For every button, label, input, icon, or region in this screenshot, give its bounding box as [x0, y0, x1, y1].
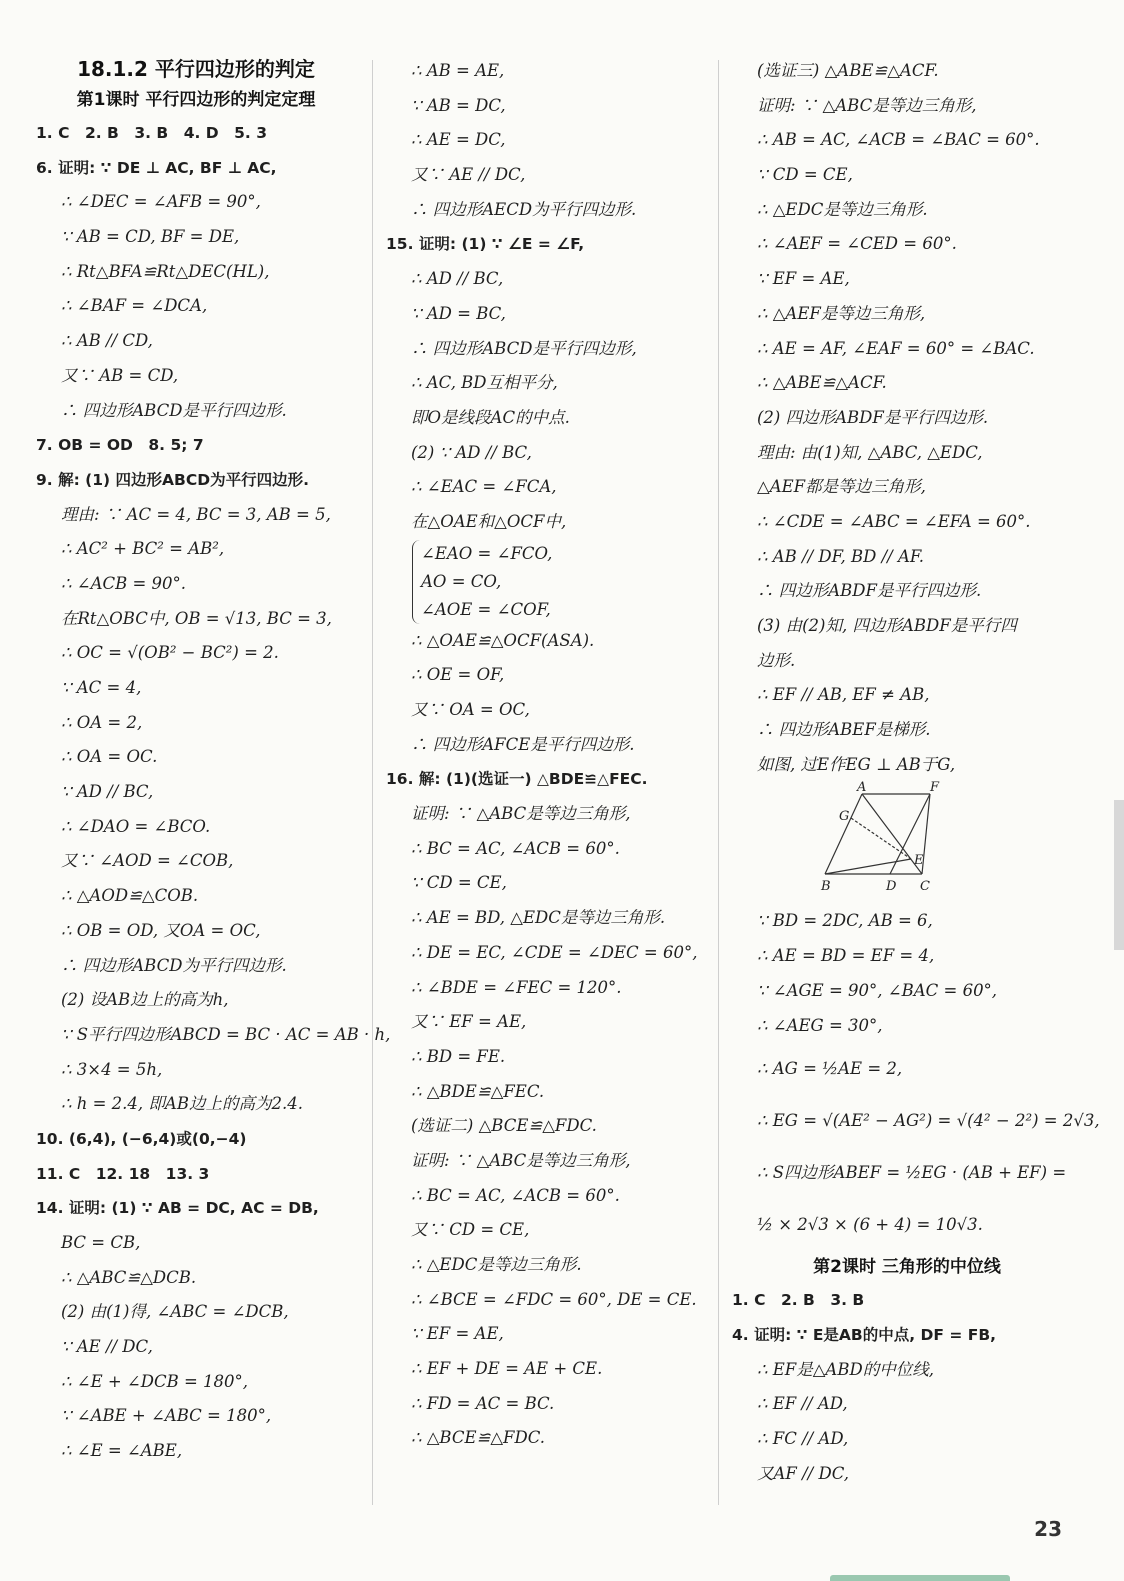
answer-line: ∴ ∠CDE = ∠ABC = ∠EFA = 60°.: [757, 511, 1031, 531]
answer-line: ∴ △ABC≌△DCB.: [61, 1267, 197, 1287]
answer-line: ∴ 四边形ABCD是平行四边形,: [411, 338, 637, 358]
answer-line: (2) ∵ AD // BC,: [411, 442, 532, 462]
answer-line: ∴ AE = BD = EF = 4,: [757, 946, 935, 966]
answer-line: ∴ ∠DAO = ∠BCO.: [61, 816, 211, 836]
answer-line: ∴ OC = √(OB² − BC²) = 2.: [61, 643, 279, 663]
answer-line: ∴ ∠ACB = 90°.: [61, 573, 187, 593]
answer-line: ∴ OA = OC.: [61, 747, 158, 767]
answer-line: 理由: 由(1)知, △ABC, △EDC,: [757, 442, 983, 462]
answer-line: ∵ ∠ABE + ∠ABC = 180°,: [61, 1406, 272, 1426]
answer-line: ∴ ∠BAF = ∠DCA,: [61, 296, 208, 316]
answer-line: 证明: ∵ △ABC是等边三角形,: [757, 95, 977, 115]
answer-line: ∴ OE = OF,: [411, 665, 505, 685]
answer-line: ∴ ∠AEG = 30°,: [757, 1015, 883, 1035]
answer-line: (选证三) △ABE≌△ACF.: [757, 61, 939, 80]
answer-line: ∴ BC = AC, ∠ACB = 60°.: [411, 838, 620, 858]
answer-line: ∴ ∠EAC = ∠FCA,: [411, 477, 557, 497]
answer-line: ∵ CD = CE,: [757, 165, 853, 185]
answer-line: ∴ △ABE≌△ACF.: [757, 373, 887, 393]
answer-line: BC = CB,: [61, 1233, 141, 1252]
bottom-accent-bar: [830, 1575, 1010, 1581]
answer-line: ∴ FC // AD,: [757, 1428, 849, 1448]
answer-line: ∴ S四边形ABEF = ½EG · (AB + EF) =: [757, 1163, 1067, 1183]
answer-line: 证明: ∵ △ABC是等边三角形,: [411, 804, 631, 824]
answer-line: ∵ BD = 2DC, AB = 6,: [757, 911, 933, 931]
answer-line: 又∵ EF = AE,: [411, 1012, 527, 1032]
answer-line: ∴ AC, BD互相平分,: [411, 373, 558, 393]
answer-line: ∴ DE = EC, ∠CDE = ∠DEC = 60°,: [411, 942, 698, 962]
answer-line: ∵ AB = DC,: [411, 95, 506, 115]
answer-line: ∴ ∠BDE = ∠FEC = 120°.: [411, 977, 622, 997]
answer-line: ∴ AD // BC,: [411, 269, 504, 289]
answer-line: 即O是线段AC的中点.: [411, 407, 570, 427]
equation-line: AO = CO,: [421, 571, 502, 591]
answer-line: 在△OAE和△OCF中,: [411, 511, 567, 531]
answer-line: ∴ 四边形AFCE是平行四边形.: [411, 734, 635, 754]
answer-line: 7. OB = OD 8. 5; 7: [36, 436, 204, 455]
answer-line: 又∵ CD = CE,: [411, 1220, 530, 1240]
answer-line: (3) 由(2)知, 四边形ABDF是平行四: [757, 616, 1017, 635]
label-f: F: [930, 780, 940, 796]
answer-line: 边形.: [757, 650, 796, 670]
answer-line: ∴ AB = AE,: [411, 61, 505, 80]
answer-line: ∴ EF // AD,: [757, 1394, 848, 1414]
answer-line: 14. 证明: (1) ∵ AB = DC, AC = DB,: [36, 1199, 319, 1218]
answer-line: 6. 证明: ∵ DE ⊥ AC, BF ⊥ AC,: [36, 158, 277, 177]
answer-line: 10. (6,4), (−6,4)或(0,−4): [36, 1129, 247, 1148]
answer-line: ∴ AE = BD, △EDC是等边三角形.: [411, 908, 666, 928]
answer-line: ∴ EG = √(AE² − AG²) = √(4² − 2²) = 2√3,: [757, 1111, 1100, 1131]
answer-line: ∴ 四边形ABCD为平行四边形.: [61, 955, 287, 975]
label-g: G: [839, 809, 850, 825]
answer-line: ∴ △BDE≌△FEC.: [411, 1081, 545, 1101]
answer-line: ∵ AB = CD, BF = DE,: [61, 227, 240, 247]
answer-line: ∴ ∠E + ∠DCB = 180°,: [61, 1371, 249, 1391]
answer-line: 16. 解: (1)(选证一) △BDE≌△FEC.: [386, 770, 648, 789]
answer-line: ∴ AG = ½AE = 2,: [757, 1059, 903, 1079]
answer-line: ∴ AB = AC, ∠ACB = ∠BAC = 60°.: [757, 130, 1040, 150]
answer-line: ∵ CD = CE,: [411, 873, 507, 893]
answer-line: ∴ AB // DF, BD // AF.: [757, 546, 924, 566]
answer-line: ∴ 3×4 = 5h,: [61, 1059, 163, 1079]
page-number: 23: [1034, 1517, 1062, 1541]
answer-line: ∴ OB = OD, 又OA = OC,: [61, 920, 261, 940]
answer-line: ∴ △EDC是等边三角形.: [757, 199, 928, 219]
column-3: [732, 54, 1100, 1491]
answer-line: (选证二) △BCE≌△FDC.: [411, 1116, 597, 1136]
answer-line: ½ × 2√3 × (6 + 4) = 10√3.: [757, 1215, 983, 1235]
lesson-title: 第1课时 平行四边形的判定定理: [76, 90, 316, 110]
answer-line: ∵ EF = AE,: [411, 1324, 504, 1344]
equation-line: ∠EAO = ∠FCO,: [421, 543, 553, 563]
answer-line: (2) 四边形ABDF是平行四边形.: [757, 407, 989, 427]
answer-line: ∴ EF // AB, EF ≠ AB,: [757, 685, 930, 705]
answer-line: 理由: ∵ AC = 4, BC = 3, AB = 5,: [61, 504, 331, 524]
answer-line: ∵ S平行四边形ABCD = BC · AC = AB · h,: [61, 1024, 391, 1044]
answer-line: ∴ ∠BCE = ∠FDC = 60°, DE = CE.: [411, 1289, 697, 1309]
answer-line: ∵ AC = 4,: [61, 678, 142, 697]
answer-line: ∴ AB // CD,: [61, 331, 153, 351]
answer-line: ∴ 四边形ABCD是平行四边形.: [61, 400, 287, 420]
answer-line: 证明: ∵ △ABC是等边三角形,: [411, 1150, 631, 1170]
page-edge-tab: [1114, 800, 1124, 950]
lesson-title-2: 第2课时 三角形的中位线: [813, 1257, 1001, 1278]
answer-line: ∴ ∠E = ∠ABE,: [61, 1441, 183, 1461]
answer-line: ∴ ∠AEF = ∠CED = 60°.: [757, 234, 957, 254]
equation-line: ∠AOE = ∠COF,: [421, 599, 551, 619]
answer-line: ∴ △AOD≌△COB.: [61, 886, 199, 906]
answer-line: ∵ AD = BC,: [411, 303, 506, 323]
answer-line: 又∵ AE // DC,: [411, 165, 526, 185]
answer-line: ∵ AE // DC,: [61, 1337, 153, 1357]
answer-line: (2) 由(1)得, ∠ABC = ∠DCB,: [61, 1302, 289, 1322]
answer-line: 又AF // DC,: [757, 1463, 849, 1483]
answer-line: ∵ EF = AE,: [757, 269, 850, 289]
answer-line: ∴ AC² + BC² = AB²,: [61, 539, 225, 559]
answer-line: ∴ △BCE≌△FDC.: [411, 1428, 546, 1448]
answer-line: 又∵ AB = CD,: [61, 365, 179, 385]
answer-line: 如图, 过E作EG ⊥ AB于G,: [757, 754, 956, 774]
segment-eg-dashed: [851, 818, 911, 859]
answer-line: ∴ EF + DE = AE + CE.: [411, 1359, 603, 1379]
geometry-figure: [821, 780, 952, 896]
answer-line: 11. C 12. 18 13. 3: [36, 1164, 210, 1183]
answer-line: △AEF都是等边三角形,: [757, 477, 926, 497]
segment-ab: [825, 794, 862, 874]
answer-line: 1. C 2. B 3. B 4. D 5. 3: [36, 124, 268, 142]
answer-line: 9. 解: (1) 四边形ABCD为平行四边形.: [36, 470, 309, 489]
segment-be: [825, 859, 911, 874]
column-1: [36, 54, 391, 1469]
answer-line: ∴ AE = DC,: [411, 130, 506, 150]
answer-line: ∴ OA = 2,: [61, 712, 143, 732]
answer-line: 15. 证明: (1) ∵ ∠E = ∠F,: [386, 235, 585, 254]
answer-line: ∴ ∠DEC = ∠AFB = 90°,: [61, 192, 261, 212]
answer-line: ∴ FD = AC = BC.: [411, 1393, 555, 1413]
answer-line: ∵ ∠AGE = 90°, ∠BAC = 60°,: [757, 980, 998, 1000]
answer-line: ∴ 四边形ABDF是平行四边形.: [757, 581, 982, 601]
label-b: B: [821, 879, 831, 895]
answer-line: 1. C 2. B 3. B: [732, 1291, 865, 1310]
answer-line: (2) 设AB边上的高为h,: [61, 990, 229, 1010]
answer-line: 4. 证明: ∵ E是AB的中点, DF = FB,: [732, 1325, 997, 1344]
answer-line: ∴ △OAE≌△OCF(ASA).: [411, 630, 595, 650]
answer-line: ∴ △EDC是等边三角形.: [411, 1255, 582, 1274]
answer-line: ∵ AD // BC,: [61, 782, 154, 802]
answer-line: ∴ h = 2.4, 即AB边上的高为2.4.: [61, 1094, 303, 1114]
answer-line: ∴ Rt△BFA≌Rt△DEC(HL),: [61, 261, 270, 281]
answer-line: ∴ BD = FE.: [411, 1046, 506, 1066]
equation-system: [412, 540, 706, 624]
answer-line: 又∵ OA = OC,: [411, 700, 530, 719]
label-a: A: [857, 780, 867, 796]
answer-line: 又∵ ∠AOD = ∠COB,: [61, 851, 234, 871]
answer-line: ∴ AE = AF, ∠EAF = 60° = ∠BAC.: [757, 338, 1035, 358]
label-d: D: [886, 879, 897, 895]
label-c: C: [920, 879, 930, 895]
answer-line: ∴ EF是△ABD的中位线,: [757, 1359, 934, 1379]
answer-line: ∴ 四边形ABEF是梯形.: [757, 720, 931, 740]
column-2: [386, 54, 706, 1456]
answer-line: ∴ 四边形AECD为平行四边形.: [411, 199, 637, 219]
label-e: E: [914, 853, 924, 869]
section-title: 18.1.2 平行四边形的判定: [77, 57, 315, 81]
answer-line: ∴ BC = AC, ∠ACB = 60°.: [411, 1185, 620, 1205]
answer-line: 在Rt△OBC中, OB = √13, BC = 3,: [61, 608, 332, 628]
answer-line: ∴ △AEF是等边三角形,: [757, 303, 926, 323]
